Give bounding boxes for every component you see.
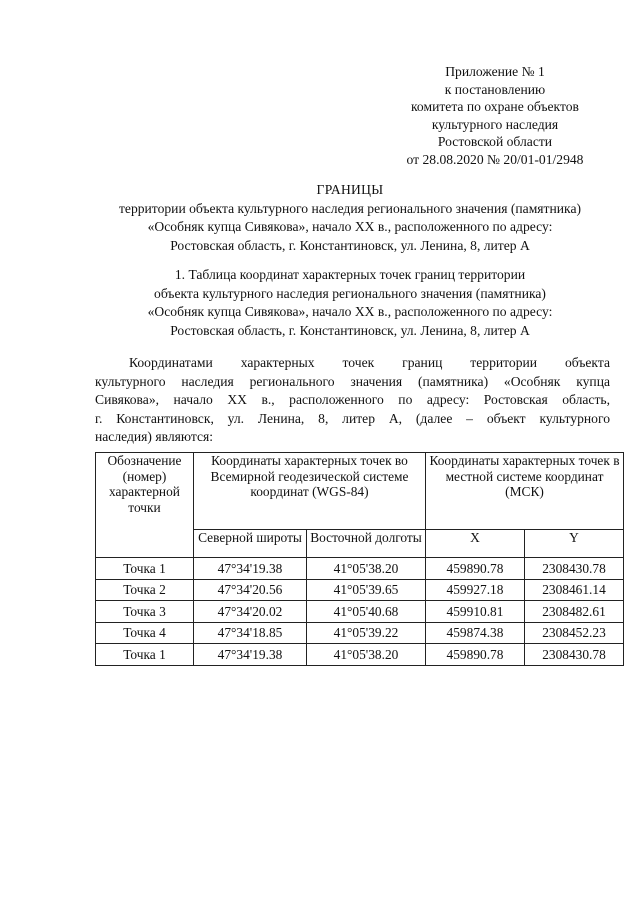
coordinates-table (95, 452, 624, 666)
cell-y: 2308430.78 (525, 644, 624, 666)
cell-x: 459890.78 (426, 644, 525, 666)
cell-y: 2308430.78 (525, 558, 624, 580)
header-y: Y (525, 530, 624, 558)
paragraph-line: Координатами характерных точек границ территории объекта (129, 355, 610, 370)
appendix-line: культурного наследия (431, 116, 559, 132)
cell-latitude: 47°34'20.02 (194, 601, 307, 623)
paragraph-line: наследия) являются: (95, 429, 214, 445)
header-wgs: Координаты характерных точек во Всемирной геодезической системе координат (WGS-84) (194, 453, 426, 530)
caption-line: объекта культурного наследия регионального значения (памятника) (154, 285, 546, 301)
appendix-line: Ростовской области (437, 134, 553, 150)
cell-latitude: 47°34'19.38 (194, 644, 307, 666)
caption-line: «Особняк купца Сивякова», начало XX в., расположенного по адресу: (147, 304, 553, 320)
cell-point: Точка 2 (96, 579, 194, 601)
paragraph-line: Сивякова», начало XX в., расположенного по адресу: Ростовская область, (95, 392, 610, 408)
cell-latitude: 47°34'18.85 (194, 622, 307, 644)
appendix-date: от 28.08.2020 № 20/01-01/2948 (406, 151, 584, 167)
header-point: Обозначение (номер) характерной точки (96, 453, 194, 558)
title-line: «Особняк купца Сивякова», начало XX в., расположенного по адресу: (147, 219, 553, 235)
cell-x: 459927.18 (426, 579, 525, 601)
cell-x: 459890.78 (426, 558, 525, 580)
caption-line: Ростовская область, г. Константиновск, ул. Ленина, 8, литер А (170, 322, 530, 338)
appendix-line: комитета по охране объектов (411, 99, 579, 115)
table-row (96, 579, 624, 601)
cell-latitude: 47°34'19.38 (194, 558, 307, 580)
appendix-line: к постановлению (444, 81, 546, 97)
cell-longitude: 41°05'38.20 (307, 644, 426, 666)
title-line: территории объекта культурного наследия регионального значения (памятника) (118, 200, 582, 216)
table-row (96, 644, 624, 666)
cell-x: 459910.81 (426, 601, 525, 623)
body-paragraph (95, 354, 610, 447)
table-header-row (96, 453, 624, 530)
header-x: X (426, 530, 525, 558)
title-line: Ростовская область, г. Константиновск, ул. Ленина, 8, литер А (170, 237, 530, 253)
cell-point: Точка 4 (96, 622, 194, 644)
cell-longitude: 41°05'39.65 (307, 579, 426, 601)
cell-point: Точка 1 (96, 558, 194, 580)
header-msk: Координаты характерных точек в местной системе координат (МСК) (426, 453, 624, 530)
cell-point: Точка 1 (96, 644, 194, 666)
cell-y: 2308482.61 (525, 601, 624, 623)
table-caption (60, 266, 640, 340)
cell-x: 459874.38 (426, 622, 525, 644)
title-heading: ГРАНИЦЫ (316, 182, 384, 197)
cell-longitude: 41°05'39.22 (307, 622, 426, 644)
cell-point: Точка 3 (96, 601, 194, 623)
cell-y: 2308461.14 (525, 579, 624, 601)
table-row (96, 601, 624, 623)
header-latitude: Северной широты (194, 530, 307, 558)
table-row (96, 622, 624, 644)
caption-line: 1. Таблица координат характерных точек границ территории (174, 267, 526, 282)
cell-longitude: 41°05'38.20 (307, 558, 426, 580)
cell-latitude: 47°34'20.56 (194, 579, 307, 601)
cell-y: 2308452.23 (525, 622, 624, 644)
paragraph-line: г. Константиновск, ул. Ленина, 8, литер А, (далее – объект культурного (95, 410, 610, 426)
appendix-block (370, 63, 620, 169)
cell-longitude: 41°05'40.68 (307, 601, 426, 623)
table-row (96, 558, 624, 580)
paragraph-line: культурного наследия регионального значения (памятника) «Особняк купца (95, 373, 610, 389)
header-longitude: Восточной долготы (307, 530, 426, 558)
appendix-number: Приложение № 1 (445, 64, 545, 79)
document-title (60, 181, 640, 255)
